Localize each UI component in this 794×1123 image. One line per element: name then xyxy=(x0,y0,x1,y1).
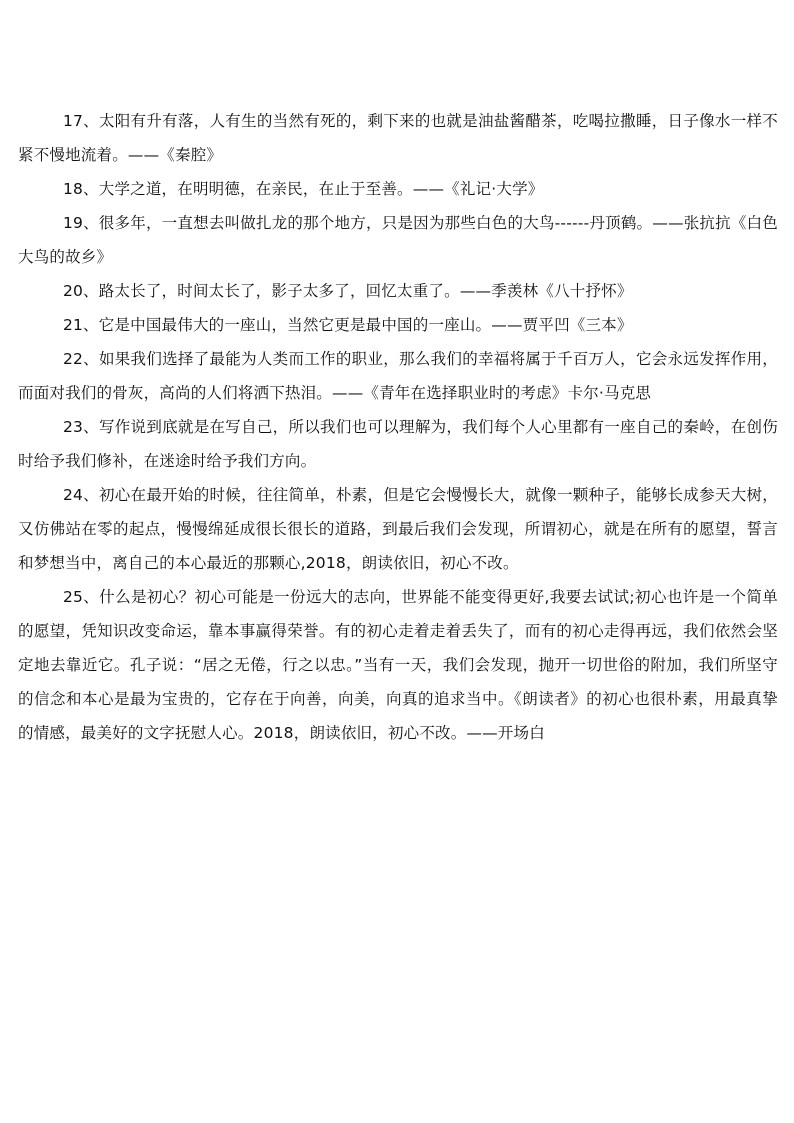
quote-paragraph-23: 23、写作说到底就是在写自己，所以我们也可以理解为，我们每个人心里都有一座自己的秦岭，在创伤时给予我们修补，在迷途时给予我们方向。 xyxy=(18,418,778,470)
quote-paragraph-25: 25、什么是初心？初心可能是一份远大的志向，世界能不能变得更好,我要去试试;初心也许是一个简单的愿望，凭知识改变命运，靠本事赢得荣誉。有的初心走着走着丢失了，而有的初心走得再远，我们依然会坚定地去靠近它。孔子说：“居之无倦，行之以忠。”当有一天，我们会发现，抛开一切世俗的附加，我们所坚守的信念和本心是最为宝贵的，它存在于向善，向美，向真的追求当中。《朗读者》的初心也很朴素，用最真挚的情感，最美好的文字抚慰人心。2018，朗读依旧，初心不改。——开场白 xyxy=(18,588,778,742)
quote-paragraph-17: 17、太阳有升有落，人有生的当然有死的，剩下来的也就是油盐酱醋茶，吃喝拉撒睡，日子像水一样不紧不慢地流着。——《秦腔》 xyxy=(18,112,778,164)
quote-paragraph-21: 21、它是中国最伟大的一座山，当然它更是最中国的一座山。——贾平凹《三本》 xyxy=(62,316,633,334)
quote-paragraph-22: 22、如果我们选择了最能为人类而工作的职业，那么我们的幸福将属于千百万人，它会永远发挥作用，而面对我们的骨灰，高尚的人们将洒下热泪。——《青年在选择职业时的考虑》卡尔·马克思 xyxy=(18,350,778,402)
quote-paragraph-19: 19、很多年，一直想去叫做扎龙的那个地方，只是因为那些白色的大鸟------丹顶鹤。——张抗抗《白色大鸟的故乡》 xyxy=(18,214,778,266)
quote-paragraph-24: 24、初心在最开始的时候，往往简单，朴素，但是它会慢慢长大，就像一颗种子，能够长成参天大树，又仿佛站在零的起点，慢慢绵延成很长很长的道路，到最后我们会发现，所谓初心，就是在所有的愿望，誓言和梦想当中，离自己的本心最近的那颗心,2018，朗读依旧，初心不改。 xyxy=(18,486,778,572)
quote-paragraph-18: 18、大学之道，在明明德，在亲民，在止于至善。——《礼记·大学》 xyxy=(62,180,544,198)
quote-paragraph-20: 20、路太长了，时间太长了，影子太多了，回忆太重了。——季羡林《八十抒怀》 xyxy=(62,282,633,300)
